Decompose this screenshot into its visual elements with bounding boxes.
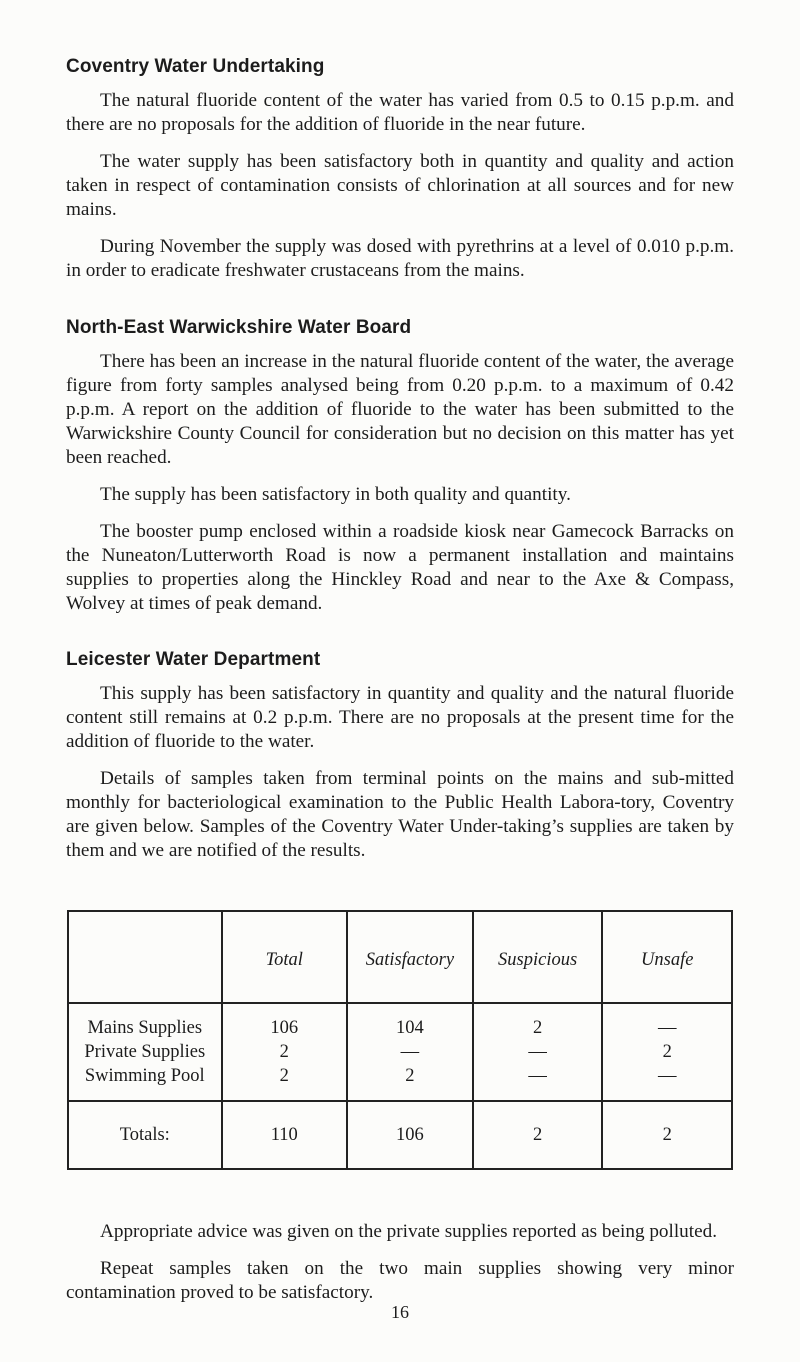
table-row	[68, 1003, 732, 1040]
totals-cell: 106	[347, 1101, 473, 1169]
section-heading: Coventry Water Undertaking	[66, 56, 325, 77]
table-cell: —	[473, 1064, 603, 1101]
table-cell: 106	[222, 1003, 347, 1040]
paragraph: During November the supply was dosed with pyrethrins at a level of 0.010 p.p.m. in order to eradicate freshwater crustaceans from the mains.	[66, 236, 734, 281]
totals-row	[68, 1101, 732, 1169]
table-cell: 2	[347, 1064, 473, 1101]
table-cell: —	[347, 1040, 473, 1064]
table-row	[68, 1040, 732, 1064]
header-cell-total: Total	[222, 911, 347, 1003]
table-cell: —	[473, 1040, 603, 1064]
samples-table	[67, 910, 733, 1170]
paragraph: The supply has been satisfactory in both quality and quantity.	[100, 484, 571, 505]
paragraph: This supply has been satisfactory in quantity and quality and the natural fluoride content still remains at 0.2 p.p.m. There are no proposals at the present time for the addition of fluoride to the water.	[66, 683, 734, 752]
paragraph: Details of samples taken from terminal points on the mains and sub-mitted monthly for bacteriological examination to the Public Health Labora-tory, Coventry are given below. Samples of the Coventry Water Under-taking’s supplies are taken by them and we are notified of the results.	[66, 768, 734, 861]
totals-label: Totals:	[68, 1101, 222, 1169]
paragraph: The water supply has been satisfactory both in quantity and quality and action taken in respect of contamination consists of chlorination at all sources and for new mains.	[66, 151, 734, 220]
paragraph: The booster pump enclosed within a roadside kiosk near Gamecock Barracks on the Nuneaton/Lutterworth Road is now a permanent installation and maintains supplies to properties along the Hinckley Road and near to the Axe & Compass, Wolvey at times of peak demand.	[66, 521, 734, 614]
totals-cell: 2	[473, 1101, 603, 1169]
section-north-east-warwickshire	[66, 317, 734, 616]
page-number: 16	[391, 1302, 409, 1322]
header-cell-unsafe: Unsafe	[602, 911, 732, 1003]
paragraph: Repeat samples taken on the two main supplies showing very minor contamination proved to be satisfactory.	[66, 1258, 734, 1303]
table-cell: —	[602, 1064, 732, 1101]
table-cell: 2	[222, 1064, 347, 1101]
row-label: Mains Supplies	[68, 1003, 222, 1040]
paragraph: The natural fluoride content of the water has varied from 0.5 to 0.15 p.p.m. and there are no proposals for the addition of fluoride in the near future.	[66, 90, 734, 135]
section-coventry	[66, 56, 734, 283]
totals-cell: 110	[222, 1101, 347, 1169]
section-leicester	[66, 649, 734, 863]
header-cell-satisfactory: Satisfactory	[347, 911, 473, 1003]
section-heading: Leicester Water Department	[66, 649, 321, 670]
table-cell: 2	[222, 1040, 347, 1064]
header-cell-blank	[68, 911, 222, 1003]
table-cell: 2	[473, 1003, 603, 1040]
closing-notes	[66, 1220, 734, 1305]
row-label: Swimming Pool	[68, 1064, 222, 1101]
table-header-row	[68, 911, 732, 1003]
table-cell: 104	[347, 1003, 473, 1040]
table-cell: —	[602, 1003, 732, 1040]
table-cell: 2	[602, 1040, 732, 1064]
header-cell-suspicious: Suspicious	[473, 911, 603, 1003]
totals-cell: 2	[602, 1101, 732, 1169]
paragraph: Appropriate advice was given on the private supplies reported as being polluted.	[100, 1221, 718, 1242]
paragraph: There has been an increase in the natural fluoride content of the water, the average figure from forty samples analysed being from 0.20 p.p.m. to a maximum of 0.42 p.p.m. A report on the addition of fluoride to the water has been submitted to the Warwickshire County Council for consideration but no decision on this matter has yet been reached.	[66, 351, 734, 468]
document-page	[66, 56, 734, 1318]
row-label: Private Supplies	[68, 1040, 222, 1064]
section-heading: North-East Warwickshire Water Board	[66, 317, 412, 338]
table-row	[68, 1064, 732, 1101]
